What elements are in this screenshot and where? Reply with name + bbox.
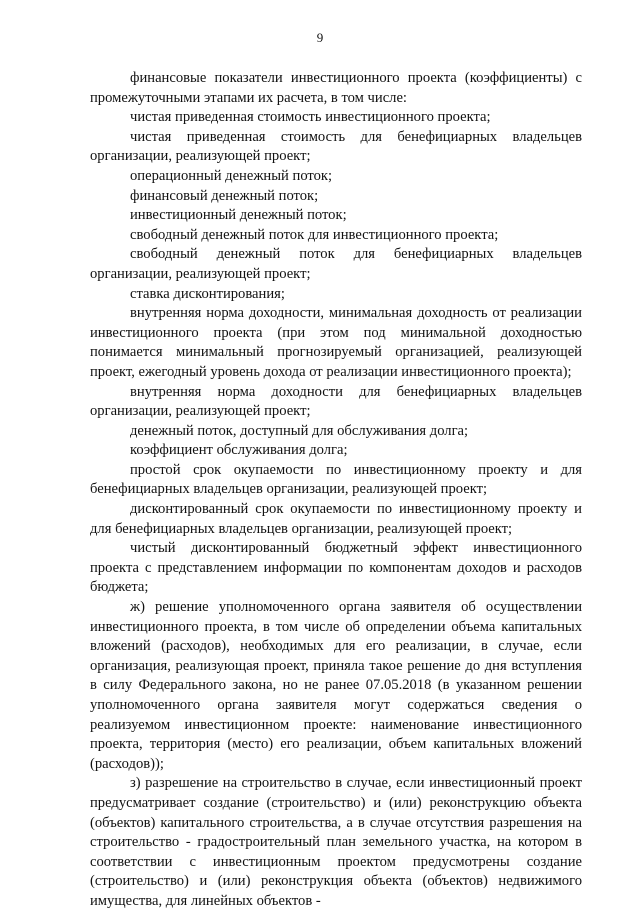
page-number: 9 xyxy=(316,30,324,45)
document-body xyxy=(90,69,582,912)
paragraph: коэффициент обслуживания долга; xyxy=(130,442,348,459)
paragraph: ж) решение уполномоченного органа заявителя об осуществлении инвестиционного проекта, в том числе об определении объема капитальных вложений (расходов), необходимых для его реализации, в случае, если организация, реализующая проект, приняла такое решение до дня вступления в силу Федерального закона, но не ранее 07.05.2018 (в указанном решении уполномоченного органа заявителя могут содержаться сведения о реализуемом инвестиционном проекте: наименование инвестиционного проекта, территория (место) его реализации, объем капитальных вложений (расходов)); xyxy=(90,599,582,772)
paragraph: инвестиционный денежный поток; xyxy=(130,207,347,224)
paragraph: финансовый денежный поток; xyxy=(130,187,319,204)
paragraph: чистый дисконтированный бюджетный эффект инвестиционного проекта с представлением информации по компонентам доходов и расходов бюджета; xyxy=(90,540,582,596)
paragraph: чистая приведенная стоимость для бенефициарных владельцев организации, реализующей проект; xyxy=(90,128,582,165)
paragraph: свободный денежный поток для бенефициарных владельцев организации, реализующей проект; xyxy=(90,246,582,282)
paragraph: денежный поток, доступный для обслуживания долга; xyxy=(130,422,469,439)
paragraph: дисконтированный срок окупаемости по инвестиционному проекту и для бенефициарных владельцев организации, реализующей проект; xyxy=(90,501,582,537)
paragraph: свободный денежный поток для инвестиционного проекта; xyxy=(130,226,499,243)
paragraph: внутренняя норма доходности для бенефициарных владельцев организации, реализующей проект; xyxy=(90,383,582,420)
paragraph: з) разрешение на строительство в случае, если инвестиционный проект предусматривает создание (строительство) и (или) реконструкцию объекта (объектов) капитального строительства, а в случае отсутствия разрешения на строительство - градостроительный план земельного участка, на котором в соответствии с инвестиционным проектом предусмотрены создание (строительство) и (или) реконструкция объекта (объектов) недвижимого имущества, для линейных объектов - xyxy=(90,775,582,909)
paragraph: чистая приведенная стоимость инвестиционного проекта; xyxy=(130,109,491,126)
paragraph: внутренняя норма доходности, минимальная доходность от реализации инвестиционного проекта (при этом под минимальной доходностью понимается минимальный прогнозируемый организацией, реализующей проект, ежегодный уровень дохода от реализации инвестиционного проекта); xyxy=(90,305,582,380)
paragraph: операционный денежный поток; xyxy=(130,167,333,184)
paragraph: финансовые показатели инвестиционного проекта (коэффициенты) с промежуточными этапами их расчета, в том числе: xyxy=(90,70,582,106)
paragraph: ставка дисконтирования; xyxy=(130,285,285,302)
paragraph: простой срок окупаемости по инвестиционному проекту и для бенефициарных владельцев организации, реализующей проект; xyxy=(90,461,582,498)
